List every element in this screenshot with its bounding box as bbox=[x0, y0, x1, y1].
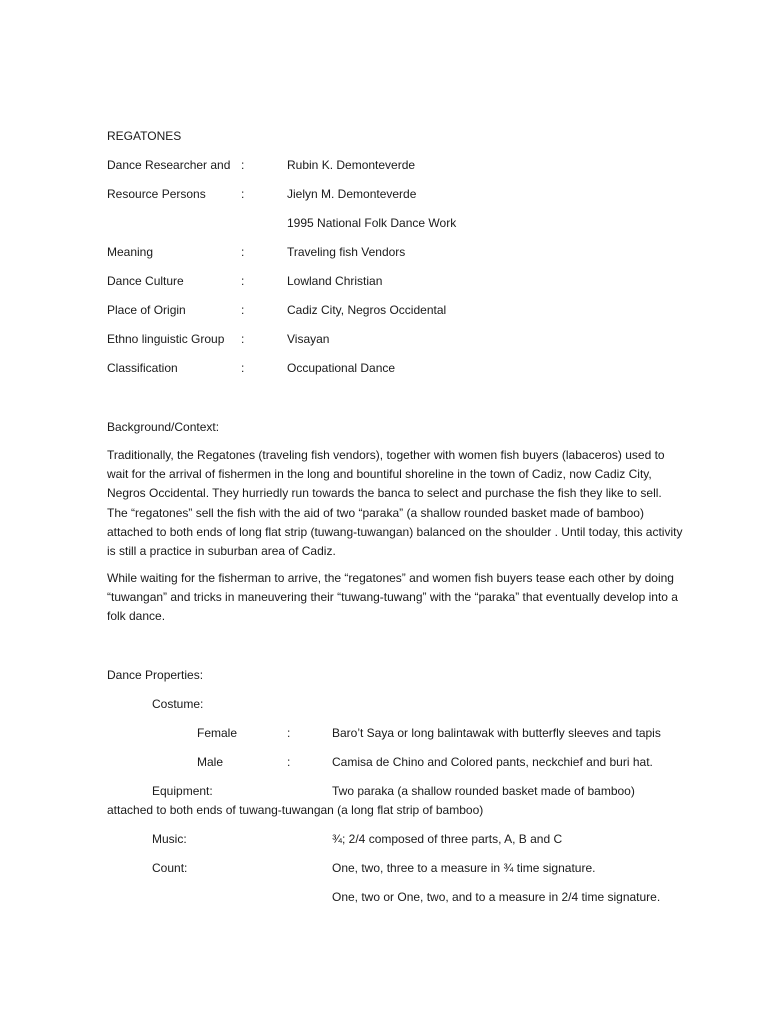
background-paragraph: Traditionally, the Regatones (traveling fish vendors), together with women fish buyers (labaceros) used to wait for the arrival of fishermen in the long and bountiful shoreline in the town of Cadiz, now Cadiz City, Negros Occidental. They hurriedly run towards the banca to select and purchase the fish they like to sell. The “regatones” sell the fish with the aid of two “paraka” (a shallow rounded basket made of bamboo) attached to both ends of long flat strip (tuwang-tuwangan) balanced on the shoulder . Until today, this activity is still a practice in suburban area of Cadiz. bbox=[107, 448, 683, 559]
equipment-value: Two paraka (a shallow rounded basket made of bamboo) bbox=[332, 784, 635, 798]
female-label: Female bbox=[197, 726, 238, 740]
info-separator: : bbox=[241, 332, 245, 346]
info-value: Cadiz City, Negros Occidental bbox=[287, 303, 447, 317]
info-value: Lowland Christian bbox=[287, 274, 383, 288]
info-value: Rubin K. Demonteverde bbox=[287, 158, 416, 172]
info-separator: : bbox=[241, 187, 245, 201]
count-value: One, two or One, two, and to a measure in 2/4 time signature. bbox=[332, 890, 661, 904]
section-heading: Dance Properties: bbox=[107, 668, 204, 682]
info-separator: : bbox=[241, 274, 245, 288]
info-separator: : bbox=[241, 361, 245, 375]
info-value: 1995 National Folk Dance Work bbox=[287, 216, 457, 230]
document-title: REGATONES bbox=[107, 129, 182, 143]
costume-label: Costume: bbox=[152, 697, 204, 711]
info-label: Dance Researcher and bbox=[107, 158, 231, 172]
info-value: Traveling fish Vendors bbox=[287, 245, 406, 259]
count-value: One, two, three to a measure in ¾ time signature. bbox=[332, 861, 596, 875]
info-separator: : bbox=[287, 726, 291, 740]
info-value: Occupational Dance bbox=[287, 361, 396, 375]
info-label: Resource Persons bbox=[107, 187, 206, 201]
female-value: Baro’t Saya or long balintawak with butterfly sleeves and tapis bbox=[332, 726, 661, 740]
info-label: Classification bbox=[107, 361, 178, 375]
equipment-label: Equipment: bbox=[152, 784, 213, 798]
music-value: ¾; 2/4 composed of three parts, A, B and C bbox=[332, 832, 563, 846]
info-separator: : bbox=[287, 755, 291, 769]
info-label: Place of Origin bbox=[107, 303, 186, 317]
info-separator: : bbox=[241, 303, 245, 317]
music-label: Music: bbox=[152, 832, 187, 846]
info-value: Visayan bbox=[287, 332, 330, 346]
info-separator: : bbox=[241, 158, 245, 172]
info-label: Ethno linguistic Group bbox=[107, 332, 225, 346]
info-label: Meaning bbox=[107, 245, 154, 259]
section-heading: Background/Context: bbox=[107, 420, 220, 434]
info-value: Jielyn M. Demonteverde bbox=[287, 187, 417, 201]
info-separator: : bbox=[241, 245, 245, 259]
background-paragraph: While waiting for the fisherman to arrive, the “regatones” and women fish buyers tease each other by doing “tuwangan” and tricks in maneuvering their “tuwang-tuwang” with the “paraka” that eventually develop into a folk dance. bbox=[107, 571, 678, 624]
count-label: Count: bbox=[152, 861, 188, 875]
equipment-continuation: attached to both ends of tuwang-tuwangan (a long flat strip of bamboo) bbox=[107, 803, 484, 817]
male-value: Camisa de Chino and Colored pants, neckchief and buri hat. bbox=[332, 755, 653, 769]
info-label: Dance Culture bbox=[107, 274, 184, 288]
male-label: Male bbox=[197, 755, 224, 769]
